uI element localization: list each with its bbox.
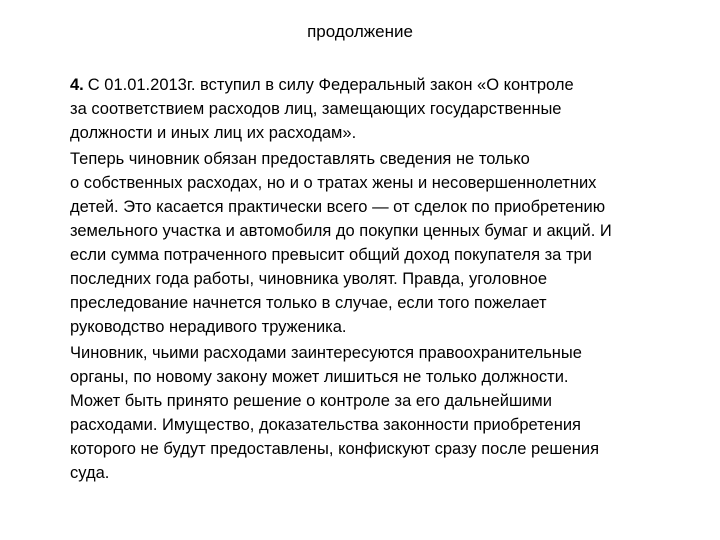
text-line: должности и иных лиц их расходам». (70, 124, 357, 142)
text-line: о собственных расходах, но и о тратах жены и несовершеннолетних (70, 174, 597, 192)
text-line: руководство нерадивого труженика. (70, 318, 347, 336)
text-line: последних года работы, чиновника уволят. Правда, уголовное (70, 270, 548, 288)
text-line: суда. (70, 464, 110, 482)
text-line: Может быть принято решение о контроле за его дальнейшими (70, 392, 552, 410)
paragraph-obligations (70, 147, 690, 339)
text-line: которого не будут предоставлены, конфискуют сразу после решения (70, 440, 600, 458)
paragraph-consequences (70, 341, 690, 485)
text-line-content: С 01.01.2013г. вступил в силу Федеральный закон «О контроле (87, 76, 574, 94)
text-line: за соответствием расходов лиц, замещающих государственные (70, 100, 562, 118)
text-line: если сумма потраченного превысит общий доход покупателя за три (70, 246, 592, 264)
slide-body (70, 73, 690, 485)
text-line: органы, по новому закону может лишиться не только должности. (70, 368, 569, 386)
text-line: расходами. Имущество, доказательства законности приобретения (70, 416, 581, 434)
paragraph-law (70, 73, 690, 145)
text-line: Чиновник, чьими расходами заинтересуются правоохранительные (70, 344, 582, 362)
text-line: детей. Это касается практически всего — от сделок по приобретению (70, 198, 606, 216)
text-line (70, 73, 690, 97)
text-line: земельного участка и автомобиля до покупки ценных бумаг и акций. И (70, 222, 612, 240)
text-line: преследование начнется только в случае, если того пожелает (70, 294, 547, 312)
slide-title: продолжение (307, 22, 413, 41)
item-number: 4. (70, 76, 84, 94)
text-line: Теперь чиновник обязан предоставлять сведения не только (70, 150, 530, 168)
